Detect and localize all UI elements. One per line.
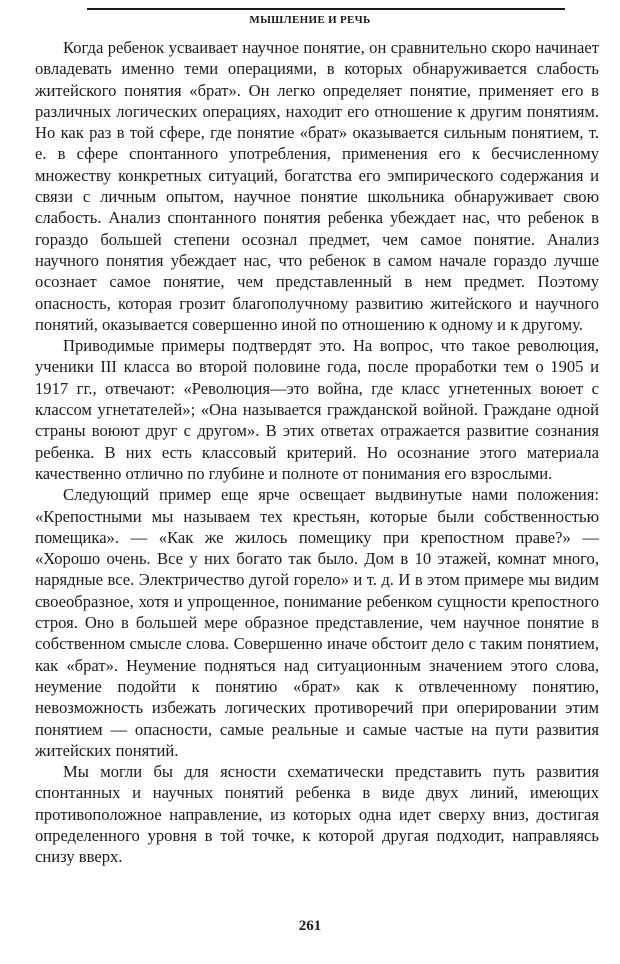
top-rule bbox=[87, 8, 565, 10]
page-number: 261 bbox=[298, 918, 322, 934]
paragraph-2: Приводимые примеры подтвердят это. На вопрос, что такое революция, ученики III класса во второй половине года, после проработки тем о 1905 и 1917 гг., отвечают: «Революция—это война, где класс угнетенных воюет с классом угнетателей»; «Она называется гражданской войной. Граждане одной страны воюют друг с другом». В этих ответах отражается развитие сознания ребенка. В них есть классовый критерий. Но осознание этого материала качественно отлично по глубине и полноте от понимания его взрослыми. bbox=[35, 336, 599, 483]
running-head: МЫШЛЕНИЕ И РЕЧЬ bbox=[249, 14, 371, 26]
paragraph-4: Мы могли бы для ясности схематически представить путь развития спонтанных и научных понятий ребенка в виде двух линий, имеющих противоположное направление, из которых одна идет сверху вниз, достигая определенного уровня в той точке, к которой другая подходит, направляясь снизу вверх. bbox=[35, 762, 599, 867]
paragraph-1: Когда ребенок усваивает научное понятие, он сравнительно скоро начинает овладевать именно теми операциями, в которых обнаруживается слабость житейского понятия «брат». Он легко определяет понятие, применяет его в различных логических операциях, находит его отношение к другим понятиям. Но как раз в той сфере, где понятие «брат» оказывается сильным понятием, т. е. в сфере спонтанного употребления, применения его к бесчисленному множеству конкретных ситуаций, богатства его эмпирического содержания и связи с личным опытом, научное понятие школьника обнаруживает свою слабость. Анализ спонтанного понятия ребенка убеждает нас, что ребенок в гораздо большей степени осознал предмет, чем самое понятие. Анализ научного понятия убеждает нас, что ребенок в самом начале гораздо лучше осознает самое понятие, чем представленный в нем предмет. Поэтому опасность, которая грозит благополучному развитию житейского и научного понятий, оказывается совершенно иной по отношению к одному и к другому. bbox=[35, 38, 599, 334]
page-body bbox=[35, 37, 599, 868]
paragraph-3: Следующий пример еще ярче освещает выдвинутые нами положения: «Крепостными мы называем тех крестьян, которые были собственностью помещика». — «Как же жилось помещику при крепостном праве?» — «Хорошо очень. Все у них богато так было. Дом в 10 этажей, комнат много, нарядные все. Электричество дугой горело» и т. д. И в этом примере мы видим своеобразное, хотя и упрощенное, понимание ребенком сущности крепостного строя. Оно в большей мере образное представление, чем научное понятие в собственном смысле слова. Совершенно иначе обстоит дело с таким понятием, как «брат». Неумение подняться над ситуационным значением этого слова, неумение подойти к понятию «брат» как к отвлеченному понятию, невозможность избежать логических противоречий при оперировании этим понятием — опасности, самые реальные и самые частые на пути развития житейских понятий. bbox=[35, 485, 599, 760]
